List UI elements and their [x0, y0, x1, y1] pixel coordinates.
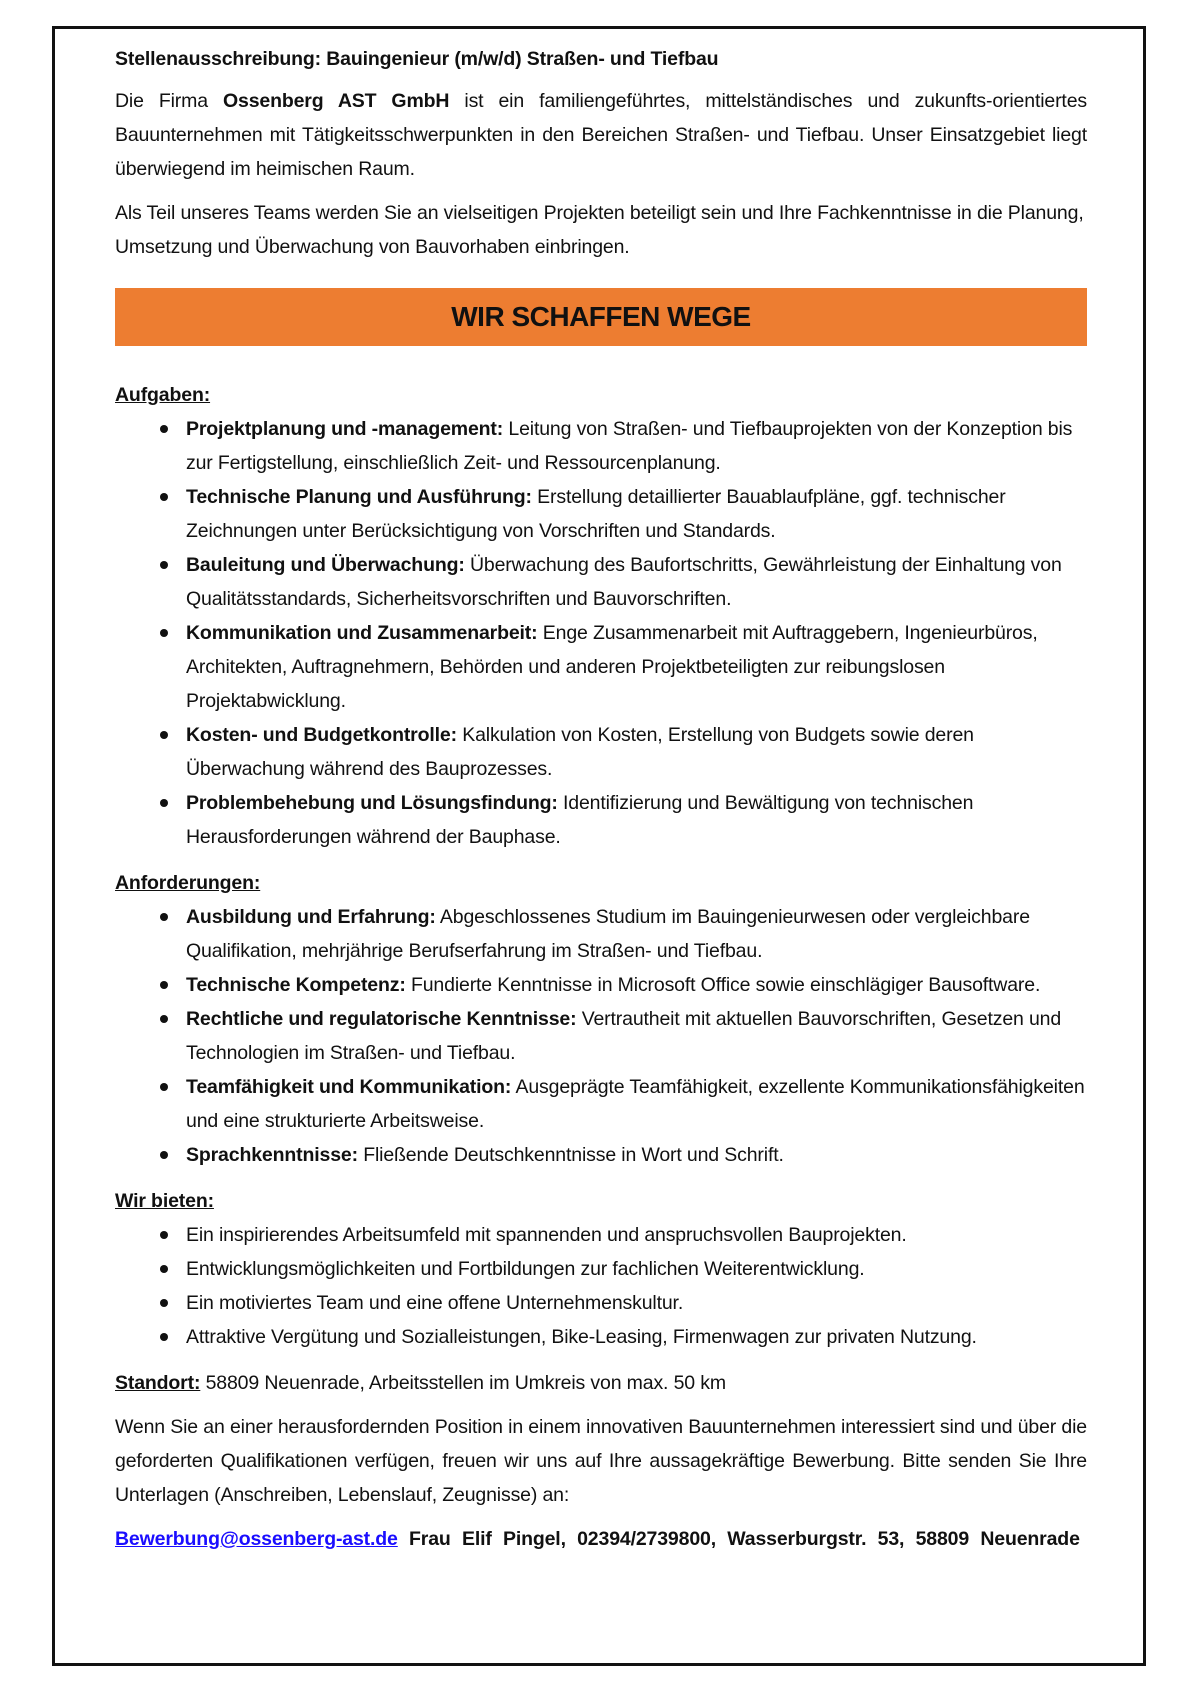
list-item	[115, 548, 1087, 616]
item-label: Ausbildung und Erfahrung:	[186, 906, 436, 928]
item-label: Rechtliche und regulatorische Kenntnisse:	[186, 1008, 577, 1030]
intro-paragraph-2: Als Teil unseres Teams werden Sie an vielseitigen Projekten beteiligt sein und Ihre Fachkenntnisse in die Planung, Umsetzung und Überwachung von Bauvorhaben einbringen.	[115, 202, 1084, 258]
aufgaben-list	[115, 412, 1087, 854]
item-text: Ein inspirierendes Arbeitsumfeld mit spannenden und anspruchsvollen Bauprojekten.	[186, 1224, 907, 1246]
bullet-icon	[160, 1083, 168, 1091]
bullet-icon	[160, 493, 168, 501]
bullet-icon	[160, 425, 168, 433]
item-label: Kosten- und Budgetkontrolle:	[186, 724, 457, 746]
section-heading-aufgaben: Aufgaben:	[115, 384, 211, 406]
anforderungen-list	[115, 900, 1087, 1172]
list-item	[115, 412, 1087, 480]
posting-title: Stellenausschreibung: Bauingenieur (m/w/d) Straßen- und Tiefbau	[115, 48, 719, 70]
list-item	[115, 1218, 1087, 1252]
item-label: Teamfähigkeit und Kommunikation:	[186, 1076, 512, 1098]
list-item	[115, 480, 1087, 548]
list-item	[115, 616, 1087, 718]
item-text: Identifizierung und Bewältigung von technischen Herausforderungen während der Bauphase.	[186, 792, 974, 848]
bullet-icon	[160, 981, 168, 989]
bullet-icon	[160, 731, 168, 739]
standort-label: Standort:	[115, 1372, 201, 1394]
item-text: Ein motiviertes Team und eine offene Unternehmenskultur.	[186, 1292, 684, 1314]
list-item	[115, 718, 1087, 786]
item-label: Technische Kompetenz:	[186, 974, 406, 996]
item-label: Bauleitung und Überwachung:	[186, 554, 465, 576]
contact-line	[115, 1522, 1087, 1556]
intro-paragraph	[115, 84, 1087, 186]
contact-details: Frau Elif Pingel, 02394/2739800, Wasserburgstr. 53, 58809 Neuenrade	[397, 1528, 1080, 1550]
bullet-icon	[160, 629, 168, 637]
closing-paragraph: Wenn Sie an einer herausfordernden Position in einem innovativen Bauunternehmen interessiert sind und über die geforderten Qualifikationen verfügen, freuen wir uns auf Ihre aussagekräftige Bewerbung. Bitte senden Sie Ihre Unterlagen (Anschreiben, Lebenslauf, Zeugnisse) an:	[115, 1416, 1087, 1506]
item-label: Kommunikation und Zusammenarbeit:	[186, 622, 538, 644]
job-posting	[115, 42, 1087, 1566]
list-item	[115, 1138, 1087, 1172]
item-text: Kalkulation von Kosten, Erstellung von Budgets sowie deren Überwachung während des Bauprozesses.	[186, 724, 974, 780]
list-item	[115, 1252, 1087, 1286]
bullet-icon	[160, 1231, 168, 1239]
standort-line	[115, 1366, 1087, 1400]
item-label: Technische Planung und Ausführung:	[186, 486, 532, 508]
list-item	[115, 1002, 1087, 1070]
item-text: Enge Zusammenarbeit mit Auftraggebern, Ingenieurbüros, Architekten, Auftragnehmern, Behörden und anderen Projektbeteiligten zur reibungslosen Projektabwicklung.	[186, 622, 1038, 712]
company-name: Ossenberg AST GmbH	[222, 90, 450, 112]
section-heading-wir-bieten: Wir bieten:	[115, 1190, 214, 1212]
standort-text: 58809 Neuenrade, Arbeitsstellen im Umkreis von max. 50 km	[200, 1372, 726, 1394]
item-text: Entwicklungsmöglichkeiten und Fortbildungen zur fachlichen Weiterentwicklung.	[186, 1258, 865, 1280]
slogan-text: WIR SCHAFFEN WEGE	[451, 301, 751, 332]
item-text: Erstellung detaillierter Bauablaufpläne, ggf. technischer Zeichnungen unter Berücksichtigung von Vorschriften und Standards.	[186, 486, 1006, 542]
bullet-icon	[160, 1151, 168, 1159]
item-text: Attraktive Vergütung und Sozialleistungen, Bike-Leasing, Firmenwagen zur privaten Nutzung.	[186, 1326, 977, 1348]
item-label: Problembehebung und Lösungsfindung:	[186, 792, 558, 814]
item-text: Vertrautheit mit aktuellen Bauvorschriften, Gesetzen und Technologien im Straßen- und Tiefbau.	[186, 1008, 1062, 1064]
item-label: Sprachkenntnisse:	[186, 1144, 358, 1166]
intro-prefix: Die Firma	[115, 90, 223, 112]
item-text: Überwachung des Baufortschritts, Gewährleistung der Einhaltung von Qualitätsstandards, Sicherheitsvorschriften und Bauvorschriften.	[186, 554, 1062, 610]
item-text: Leitung von Straßen- und Tiefbauprojekten von der Konzeption bis zur Fertigstellung, einschließlich Zeit- und Ressourcenplanung.	[186, 418, 1073, 474]
item-label: Projektplanung und -management:	[186, 418, 504, 440]
bullet-icon	[160, 799, 168, 807]
list-item	[115, 1286, 1087, 1320]
bullet-icon	[160, 913, 168, 921]
item-text: Ausgeprägte Teamfähigkeit, exzellente Kommunikationsfähigkeiten und eine strukturierte Arbeitsweise.	[186, 1076, 1085, 1132]
bullet-icon	[160, 1333, 168, 1341]
email-link[interactable]: Bewerbung@ossenberg-ast.de	[115, 1528, 398, 1550]
bullet-icon	[160, 1015, 168, 1023]
item-text: Abgeschlossenes Studium im Bauingenieurwesen oder vergleichbare Qualifikation, mehrjährige Berufserfahrung im Straßen- und Tiefbau.	[186, 906, 1030, 962]
intro-suffix: ist ein familiengeführtes, mittelständisches und zukunfts-orientiertes Bauunternehmen mit Tätigkeitsschwerpunkten in den Bereichen Straßen- und Tiefbau. Unser Einsatzgebiet liegt überwiegend im heimischen Raum.	[115, 90, 1087, 180]
item-text: Fundierte Kenntnisse in Microsoft Office sowie einschlägiger Bausoftware.	[405, 974, 1041, 996]
list-item	[115, 968, 1087, 1002]
list-item	[115, 1070, 1087, 1138]
list-item	[115, 786, 1087, 854]
wir-bieten-list	[115, 1218, 1087, 1354]
list-item	[115, 900, 1087, 968]
bullet-icon	[160, 1265, 168, 1273]
section-heading-anforderungen: Anforderungen:	[115, 872, 261, 894]
bullet-icon	[160, 1299, 168, 1307]
list-item	[115, 1320, 1087, 1354]
item-text: Fließende Deutschkenntnisse in Wort und Schrift.	[357, 1144, 784, 1166]
bullet-icon	[160, 561, 168, 569]
slogan-banner	[115, 288, 1087, 346]
